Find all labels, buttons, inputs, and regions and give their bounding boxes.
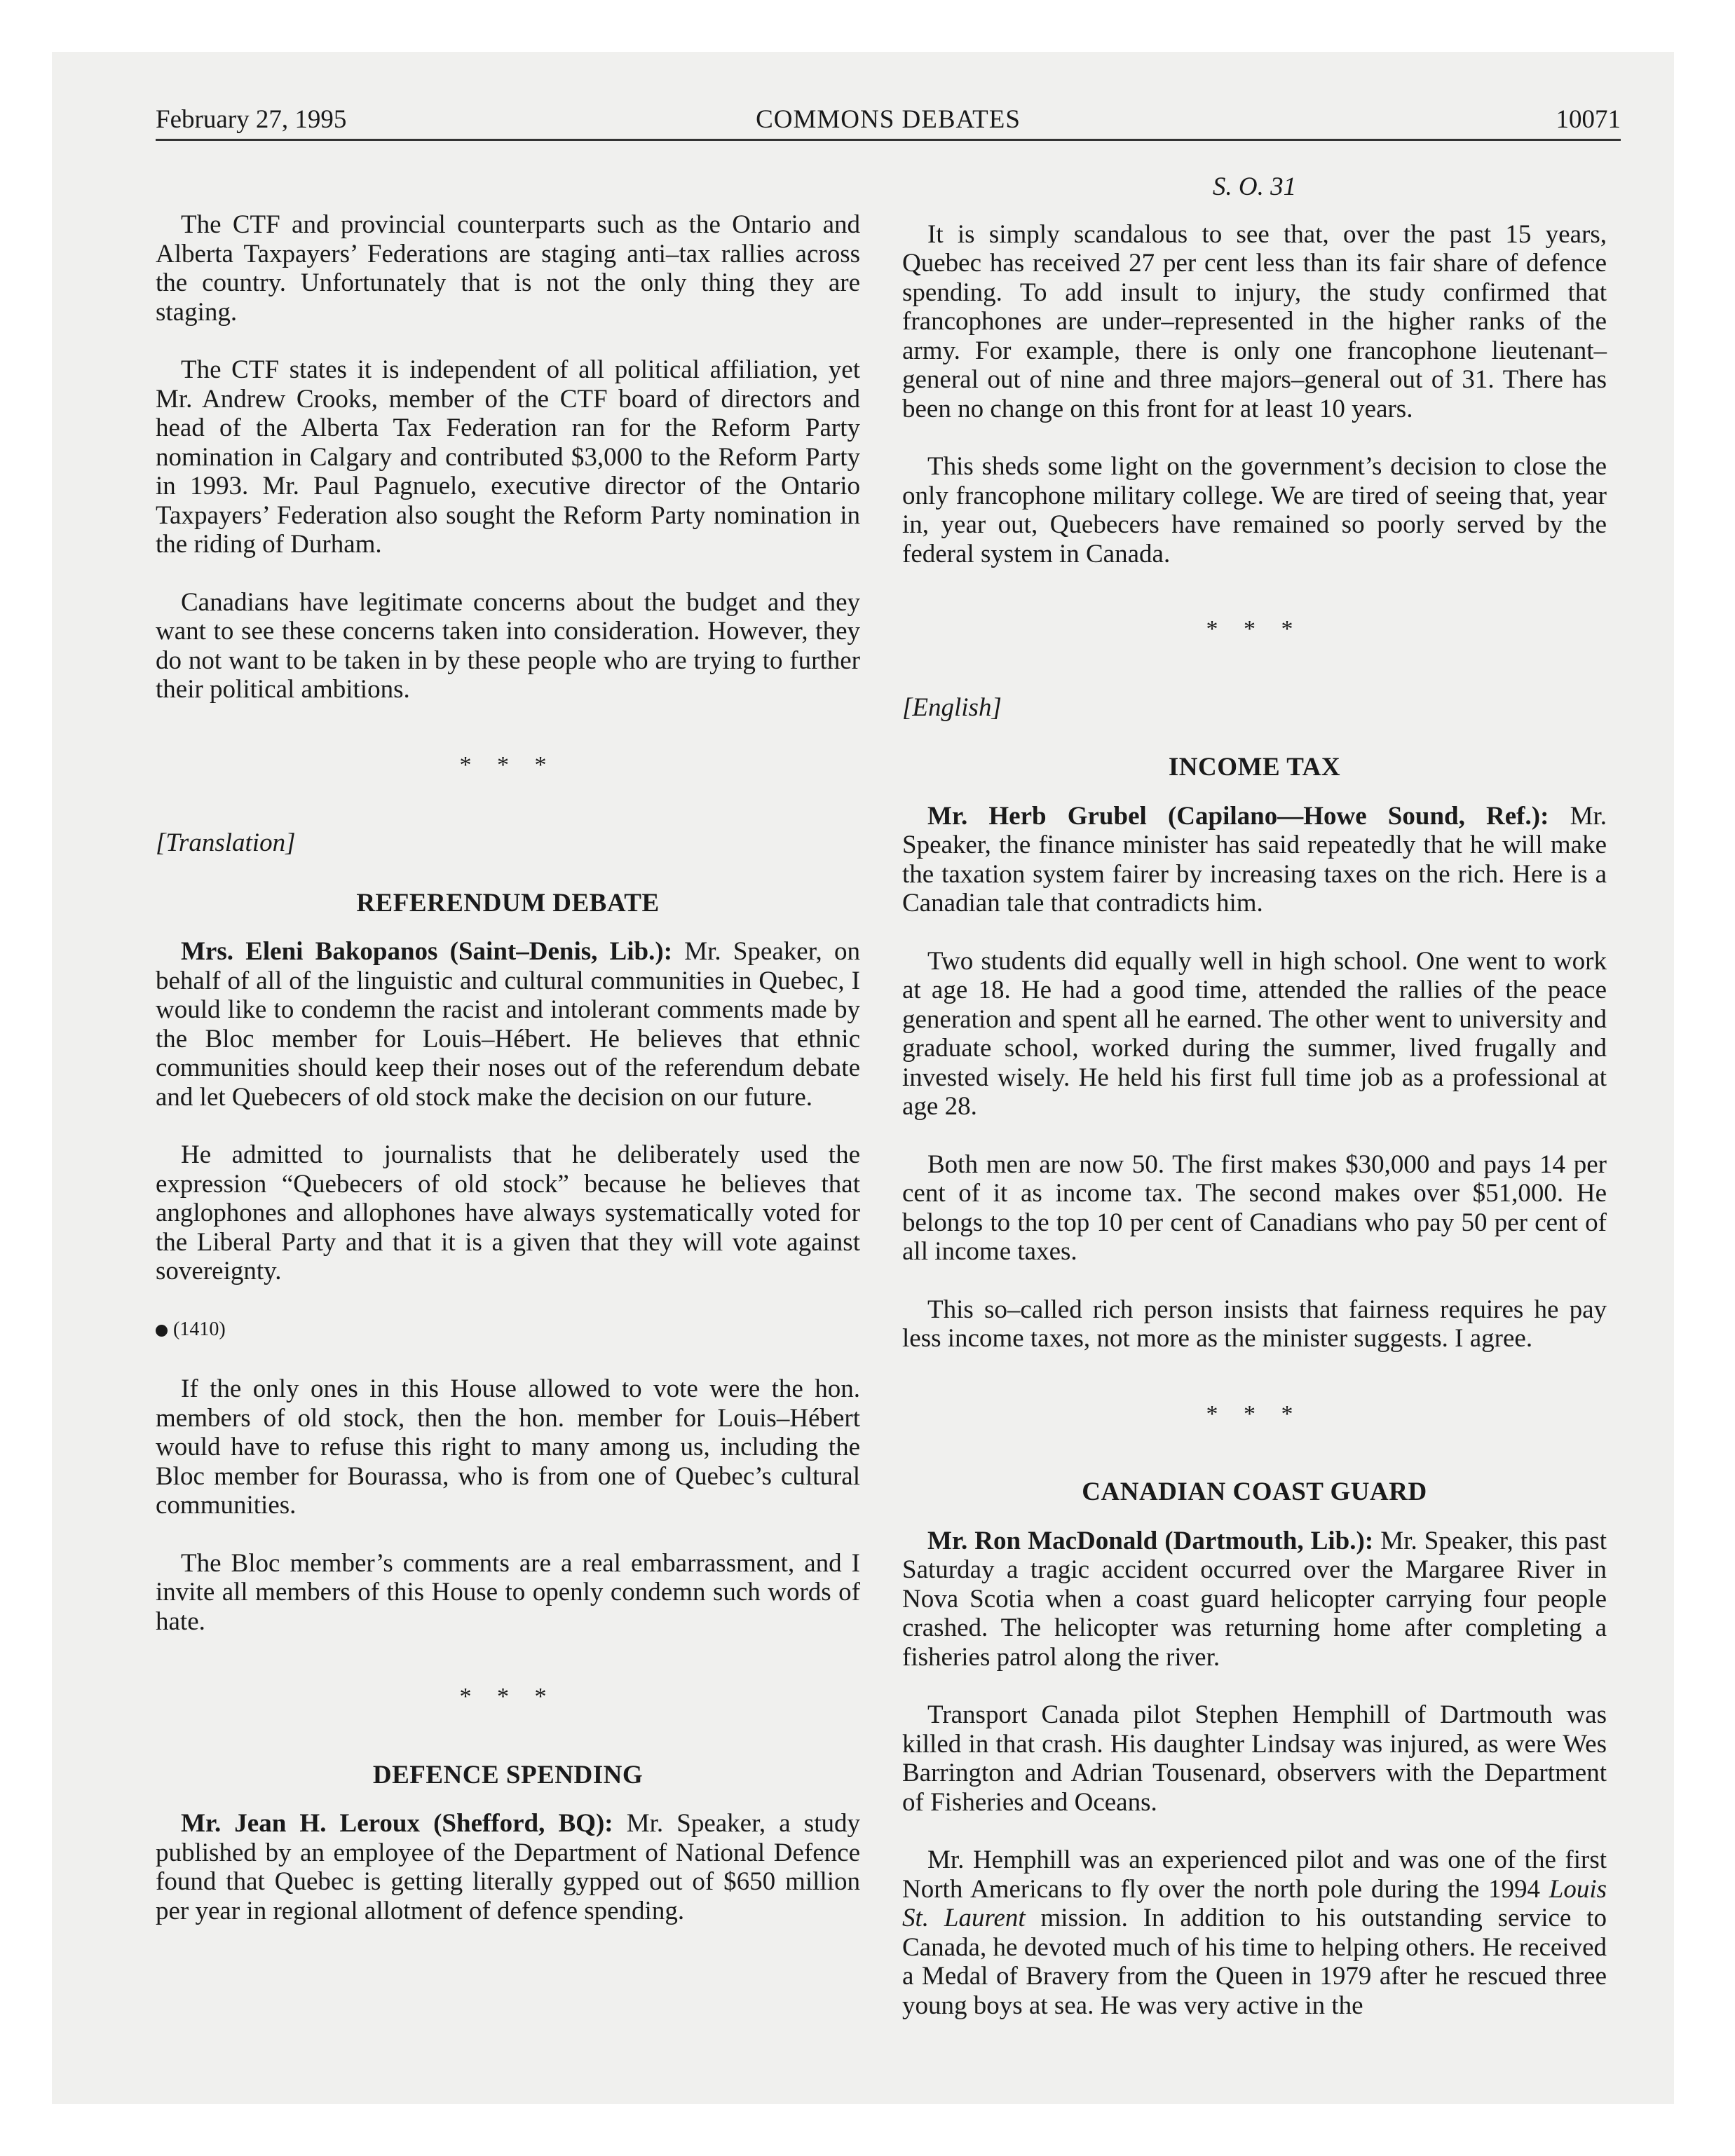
section-heading: REFERENDUM DEBATE: [356, 888, 660, 917]
page-header: [156, 97, 1621, 141]
speech-paragraph: [156, 1809, 860, 1925]
speaker-name: Mr. Ron MacDonald (Dartmouth, Lib.):: [927, 1526, 1374, 1555]
section-separator: * * *: [1206, 616, 1303, 642]
right-column: [902, 172, 1607, 2049]
section-heading: CANADIAN COAST GUARD: [1082, 1478, 1427, 1506]
bullet-icon: [156, 1325, 168, 1337]
paragraph: Canadians have legitimate concerns about the budget and they want to see these concerns taken into consideration. However, they do not want to be taken in by these people who are trying to further their political ambitions.: [156, 587, 860, 704]
paragraph: If the only ones in this House allowed to vote were the hon. members of old stock, then the hon. member for Louis–Hébert would have to refuse this right to many among us, including the Bloc member for Bourassa, who is from one of Quebec’s cultural communities.: [156, 1374, 860, 1520]
speech-text: Mr. Speaker, this past Saturday a tragic accident occurred over the Margaree River in Nova Scotia when a coast guard helicopter carrying four people crashed. The helicopter was returning home after completing a fisheries patrol along the river.: [902, 1526, 1607, 1672]
paragraph: The CTF and provincial counterparts such as the Ontario and Alberta Taxpayers’ Federations are staging anti–tax rallies across the country. Unfortunately that is not the only thing they are staging.: [156, 210, 860, 327]
header-page-number: 10071: [1556, 105, 1621, 134]
left-column: [156, 210, 860, 1954]
section-separator: * * *: [459, 1684, 557, 1710]
section-separator: * * *: [459, 751, 557, 778]
paragraph: Transport Canada pilot Stephen Hemphill of Dartmouth was killed in that crash. His daughter Lindsay was injured, as were Wes Barrington and Adrian Tousenard, observers with the Department of Fisheries and Oceans.: [902, 1700, 1607, 1817]
paragraph: This sheds some light on the government’s decision to close the only francophone military college. We are tired of seeing that, year in, year out, Quebecers have remained so poorly served by the federal system in Canada.: [902, 452, 1607, 568]
section-heading: INCOME TAX: [1168, 753, 1341, 782]
paragraph: This so–called rich person insists that fairness requires he pay less income taxes, not more as the minister suggests. I agree.: [902, 1295, 1607, 1353]
speech-paragraph: [902, 1527, 1607, 1672]
paragraph-text: mission. In addition to his outstanding service to Canada, he devoted much of his time to helping others. He received a Medal of Bravery from the Queen in 1979 after he rescued three young boys at sea. He was very active in the: [902, 1904, 1607, 2020]
standing-order-label: S. O. 31: [1212, 172, 1297, 201]
speech-paragraph: [156, 937, 860, 1112]
paragraph: Both men are now 50. The first makes $30,000 and pays 14 per cent of it as income tax. The second makes over $51,000. He belongs to the top 10 per cent of Canadians who pay 50 per cent of all income taxes.: [902, 1149, 1607, 1266]
section-separator: * * *: [1206, 1400, 1303, 1427]
speech-text: Mr. Speaker, a study published by an employee of the Department of National Defence found that Quebec is getting literally gypped out of $650 million per year in regional allotment of defence spending.: [156, 1809, 860, 1925]
paragraph: [902, 1845, 1607, 2020]
paragraph: It is simply scandalous to see that, over the past 15 years, Quebec has received 27 per cent less than its fair share of defence spending. To add insult to injury, the study confirmed that francophones are under–represented in the higher ranks of the army. For example, there is only one francophone lieutenant–general out of nine and three majors–general out of 31. There has been no change on this front for at least 10 years.: [902, 219, 1607, 423]
speaker-name: Mrs. Eleni Bakopanos (Saint–Denis, Lib.):: [181, 937, 673, 966]
time-marker-text: (1410): [173, 1318, 226, 1340]
language-marker: [English]: [902, 692, 1002, 722]
header-date: February 27, 1995: [156, 105, 347, 134]
ship-name: Louis St. Laurent: [902, 1874, 1607, 1932]
paragraph: Two students did equally well in high school. One went to work at age 18. He had a good time, attended the rallies of the peace generation and spent all he earned. The other went to university and graduate school, worked during the summer, lived frugally and invested wisely. He held his first full time job as a professional at age 28.: [902, 946, 1607, 1121]
speech-text: Mr. Speaker, on behalf of all of the linguistic and cultural communities in Quebec, I would like to condemn the racist and intolerant comments made by the Bloc member for Louis–Hébert. He believes that ethnic communities should keep their noses out of the referendum debate and let Quebecers of old stock make the decision on our future.: [156, 937, 860, 1112]
section-heading: DEFENCE SPENDING: [372, 1760, 644, 1789]
header-title: COMMONS DEBATES: [756, 105, 1021, 134]
time-marker: [156, 1315, 860, 1344]
speech-paragraph: [902, 802, 1607, 918]
paragraph: The Bloc member’s comments are a real embarrassment, and I invite all members of this House to openly condemn such words of hate.: [156, 1548, 860, 1636]
paragraph: He admitted to journalists that he deliberately used the expression “Quebecers of old stock” because he believes that anglophones and allophones have always systematically voted for the Liberal Party and that it is a given that they will vote against sovereignty.: [156, 1140, 860, 1285]
speaker-name: Mr. Jean H. Leroux (Shefford, BQ):: [181, 1809, 613, 1838]
paragraph-text: Mr. Hemphill was an experienced pilot and was one of the first North Americans to fly over the north pole during the 1994: [902, 1845, 1607, 1904]
paragraph: The CTF states it is independent of all political affiliation, yet Mr. Andrew Crooks, member of the CTF board of directors and head of the Alberta Tax Federation ran for the Reform Party nomination in Calgary and contributed $3,000 to the Reform Party in 1993. Mr. Paul Pagnuelo, executive director of the Ontario Taxpayers’ Federation also sought the Reform Party nomination in the riding of Durham.: [156, 355, 860, 559]
speaker-name: Mr. Herb Grubel (Capilano—Howe Sound, Ref.):: [927, 801, 1549, 831]
language-marker: [Translation]: [156, 828, 296, 857]
speech-text: Mr. Speaker, the finance minister has said repeatedly that he will make the taxation system fairer by increasing taxes on the rich. Here is a Canadian tale that contradicts him.: [902, 801, 1607, 917]
